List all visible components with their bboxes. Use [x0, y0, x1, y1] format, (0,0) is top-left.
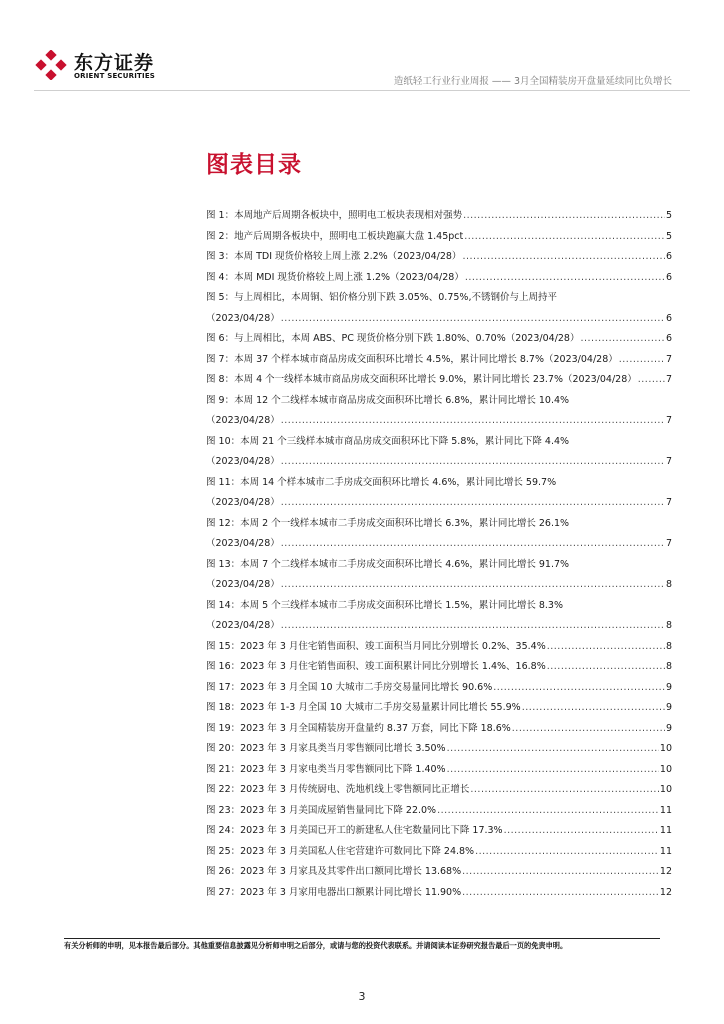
toc-page-number: 10 — [659, 784, 672, 795]
toc-entry-caption: 图 18：2023 年 1-3 月全国 10 大城市二手房交易量累计同比增长 55.9% — [206, 702, 521, 713]
toc-entry[interactable] — [206, 616, 672, 637]
toc-leader-dots — [638, 370, 665, 391]
toc-leader-dots — [447, 739, 659, 760]
toc-entry[interactable] — [206, 883, 672, 904]
toc-entry-caption: 图 21：2023 年 3 月家电类当月零售额同比下降 1.40% — [206, 763, 446, 775]
toc-entry-text[interactable] — [206, 288, 672, 309]
toc-entry-caption: 图 14：本周 5 个三线样本城市二手房成交面积环比增长 1.5%，累计同比增长 8.3% — [206, 599, 564, 611]
toc-entry-caption: 图 9：本周 12 个二线样本城市商品房成交面积环比增长 6.8%，累计同比增长 10.4% — [206, 394, 570, 406]
logo-chinese-name: 东方证券 — [74, 52, 155, 74]
toc-entry-caption: 图 5：与上周相比，本周铜、铝价格分别下跌 3.05%、0.75%,不锈钢价与上周持平 — [206, 292, 557, 303]
toc-page-number: 5 — [665, 210, 672, 221]
toc-entry-caption-continued: （2023/04/28） — [206, 415, 280, 426]
toc-entry[interactable] — [206, 842, 672, 863]
toc-entry-text[interactable] — [206, 473, 672, 494]
toc-leader-dots — [470, 780, 659, 801]
header-divider — [34, 90, 690, 91]
toc-entry-caption: 图 4：本周 MDI 现货价格较上周上涨 1.2%（2023/04/28） — [206, 271, 464, 283]
toc-entry-text[interactable] — [206, 391, 672, 412]
toc-entry[interactable] — [206, 309, 672, 330]
toc-leader-dots — [462, 862, 659, 883]
toc-entry-caption: 图 3：本周 TDI 现货价格较上周上涨 2.2%（2023/04/28） — [206, 251, 462, 262]
toc-leader-dots — [281, 411, 665, 432]
toc-entry-caption-continued: （2023/04/28） — [206, 538, 280, 549]
toc-leader-dots — [580, 329, 664, 350]
toc-leader-dots — [437, 801, 659, 822]
toc-page-number: 11 — [659, 845, 672, 857]
running-header-title: 造纸轻工行业行业周报 —— 3月全国精装房开盘量延续同比负增长 — [393, 76, 672, 87]
toc-entry[interactable] — [206, 575, 672, 596]
toc-entry-caption: 图 6：与上周相比，本周 ABS、PC 现货价格分别下跌 1.80%、0.70%（2023/04/28） — [206, 333, 580, 344]
toc-entry-caption: 图 22：2023 年 3 月传统厨电、洗地机线上零售额同比正增长 — [206, 784, 470, 795]
toc-entry[interactable] — [206, 698, 672, 719]
toc-entry[interactable] — [206, 821, 672, 842]
toc-leader-dots — [464, 227, 665, 248]
toc-page-number: 6 — [665, 251, 672, 262]
toc-page-number: 12 — [659, 866, 672, 877]
toc-entry-text[interactable] — [206, 555, 672, 576]
toc-entry-caption: 图 25：2023 年 3 月美国私人住宅营建许可数同比下降 24.8% — [206, 845, 475, 857]
toc-leader-dots — [281, 616, 665, 637]
toc-leader-dots — [447, 760, 659, 781]
toc-page-number: 8 — [665, 640, 672, 652]
toc-entry[interactable] — [206, 780, 672, 801]
toc-entry[interactable] — [206, 329, 672, 350]
toc-page-number: 7 — [665, 497, 672, 508]
toc-leader-dots — [281, 534, 665, 555]
toc-page-number: 9 — [665, 722, 672, 734]
toc-entry-caption: 图 7：本周 37 个样本城市商品房成交面积环比增长 4.5%，累计同比增长 8.7%（2023/04/28） — [206, 353, 618, 365]
toc-entry[interactable] — [206, 411, 672, 432]
toc-page-number: 8 — [665, 579, 672, 590]
toc-entry-caption: 图 15：2023 年 3 月住宅销售面积、竣工面积当月同比分别增长 0.2%、35.4% — [206, 640, 546, 652]
toc-entry-caption: 图 13：本周 7 个二线样本城市二手房成交面积环比增长 4.6%，累计同比增长 91.7% — [206, 558, 570, 570]
table-of-figures — [206, 206, 672, 903]
toc-entry-caption: 图 19：2023 年 3 月全国精装房开盘量约 8.37 万套，同比下降 18.6% — [206, 722, 511, 734]
toc-entry[interactable] — [206, 678, 672, 699]
toc-leader-dots — [493, 678, 665, 699]
toc-page-number: 10 — [659, 763, 672, 775]
toc-page-number: 6 — [665, 333, 672, 344]
toc-entry[interactable] — [206, 350, 672, 371]
toc-entry-caption-continued: （2023/04/28） — [206, 497, 280, 508]
toc-page-number: 12 — [659, 886, 672, 898]
toc-entry[interactable] — [206, 206, 672, 227]
toc-entry-caption: 图 20：2023 年 3 月家具类当月零售额同比增长 3.50% — [206, 743, 446, 754]
toc-leader-dots — [465, 268, 665, 289]
toc-entry-caption: 图 27：2023 年 3 月家用电器出口额累计同比增长 11.90% — [206, 886, 462, 898]
toc-entry-caption: 图 26：2023 年 3 月家具及其零件出口额同比增长 13.68% — [206, 866, 462, 877]
toc-page-number: 7 — [665, 353, 672, 365]
toc-page-number: 6 — [665, 271, 672, 283]
logo-english-name: ORIENT SECURITIES — [74, 72, 156, 80]
toc-entry[interactable] — [206, 637, 672, 658]
toc-entry[interactable] — [206, 370, 672, 391]
toc-page-number: 7 — [665, 538, 672, 549]
toc-entry-text[interactable] — [206, 596, 672, 617]
toc-leader-dots — [619, 350, 665, 371]
toc-entry[interactable] — [206, 801, 672, 822]
toc-entry[interactable] — [206, 719, 672, 740]
toc-leader-dots — [512, 719, 665, 740]
toc-page-number: 7 — [665, 374, 672, 385]
toc-entry-caption-continued: （2023/04/28） — [206, 456, 280, 467]
toc-page-number: 9 — [665, 702, 672, 713]
toc-entry-caption: 图 11：本周 14 个样本城市二手房成交面积环比增长 4.6%，累计同比增长 59.7% — [206, 476, 557, 488]
toc-entry[interactable] — [206, 739, 672, 760]
toc-page-number: 5 — [665, 230, 672, 242]
toc-entry-text[interactable] — [206, 514, 672, 535]
toc-leader-dots — [547, 637, 665, 658]
toc-entry[interactable] — [206, 657, 672, 678]
toc-entry-caption-continued: （2023/04/28） — [206, 579, 280, 590]
toc-page-number: 11 — [659, 825, 672, 836]
toc-entry[interactable] — [206, 227, 672, 248]
toc-entry[interactable] — [206, 268, 672, 289]
toc-page-number: 11 — [659, 804, 672, 816]
toc-page-number: 7 — [665, 456, 672, 467]
toc-entry-caption-continued: （2023/04/28） — [206, 620, 280, 631]
toc-leader-dots — [504, 821, 659, 842]
toc-entry-caption: 图 24：2023 年 3 月美国已开工的新建私人住宅数量同比下降 17.3% — [206, 825, 503, 836]
toc-page-number: 7 — [665, 415, 672, 426]
toc-leader-dots — [547, 657, 665, 678]
toc-leader-dots — [281, 309, 665, 330]
toc-page-number: 10 — [659, 743, 672, 754]
toc-entry-caption: 图 8：本周 4 个一线样本城市商品房成交面积环比增长 9.0%，累计同比增长 23.7%（2023/04/28） — [206, 374, 637, 385]
toc-leader-dots — [462, 247, 665, 268]
toc-entry-caption: 图 1：本周地产后周期各板块中，照明电工板块表现相对强势 — [206, 210, 463, 221]
toc-entry-caption: 图 16：2023 年 3 月住宅销售面积、竣工面积累计同比分别增长 1.4%、16.8% — [206, 661, 546, 672]
toc-leader-dots — [462, 883, 659, 904]
toc-title: 图表目录 — [206, 152, 302, 178]
toc-entry-caption: 图 23：2023 年 3 月美国成屋销售量同比下降 22.0% — [206, 804, 437, 816]
toc-page-number: 8 — [665, 620, 672, 631]
toc-leader-dots — [281, 575, 665, 596]
toc-entry-caption: 图 2：地产后周期各板块中，照明电工板块跑赢大盘 1.45pct — [206, 230, 464, 242]
toc-leader-dots — [463, 206, 665, 227]
toc-entry[interactable] — [206, 247, 672, 268]
toc-entry[interactable] — [206, 862, 672, 883]
logo-mark-icon — [34, 50, 68, 80]
toc-entry[interactable] — [206, 452, 672, 473]
toc-entry-text[interactable] — [206, 432, 672, 453]
toc-leader-dots — [475, 842, 659, 863]
page-number: 3 — [358, 990, 366, 1003]
toc-entry[interactable] — [206, 534, 672, 555]
toc-leader-dots — [281, 493, 665, 514]
toc-entry-caption: 图 17：2023 年 3 月全国 10 大城市二手房交易量同比增长 90.6% — [206, 681, 493, 693]
toc-entry-caption: 图 10：本周 21 个三线样本城市商品房成交面积环比下降 5.8%，累计同比下降 4.4% — [206, 435, 570, 447]
toc-entry[interactable] — [206, 760, 672, 781]
toc-entry-caption: 图 12：本周 2 个一线样本城市二手房成交面积环比增长 6.3%，累计同比增长 26.1% — [206, 517, 570, 529]
toc-page-number: 9 — [665, 681, 672, 693]
footer-divider — [64, 938, 660, 939]
company-logo — [34, 46, 164, 86]
footer-disclaimer: 有关分析师的申明，见本报告最后部分。其他重要信息披露见分析师申明之后部分，或请与您的投资代表联系。并请阅读本证券研究报告最后一页的免责申明。 — [64, 941, 568, 950]
toc-entry-caption-continued: （2023/04/28） — [206, 312, 280, 324]
toc-page-number: 6 — [665, 312, 672, 324]
toc-leader-dots — [281, 452, 665, 473]
toc-page-number: 8 — [665, 661, 672, 672]
toc-entry[interactable] — [206, 493, 672, 514]
toc-leader-dots — [522, 698, 665, 719]
